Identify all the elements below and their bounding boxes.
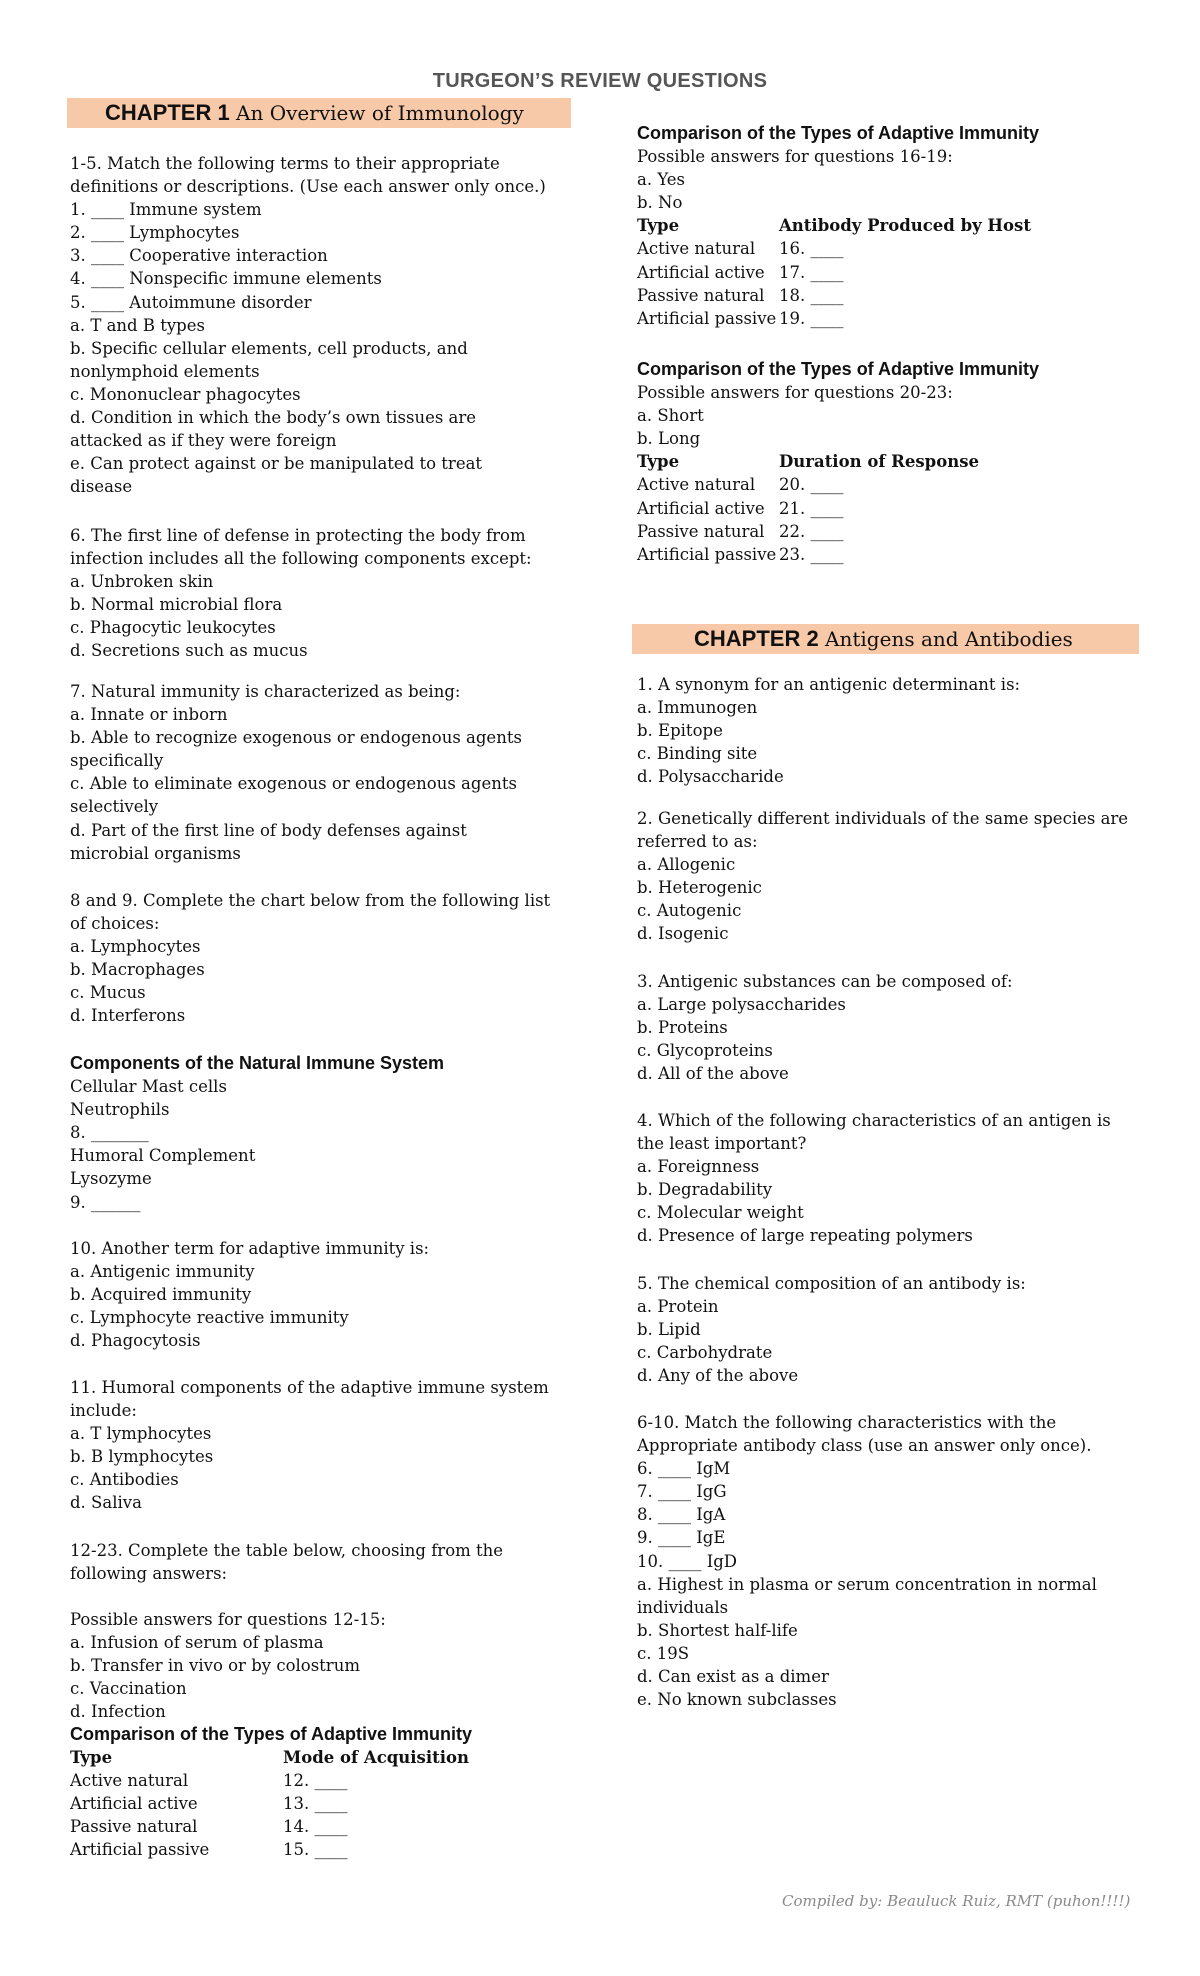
text-line: d. Phagocytosis bbox=[70, 1331, 201, 1351]
text-line: a. Immunogen bbox=[637, 698, 758, 718]
ch2-question-2 bbox=[637, 807, 1137, 946]
text-line: specifically bbox=[70, 751, 164, 771]
text-line: 2. ____ Lymphocytes bbox=[70, 223, 240, 243]
text-line: b. Degradability bbox=[637, 1180, 773, 1200]
text-line: b. Shortest half-life bbox=[637, 1620, 798, 1640]
text-line: d. Presence of large repeating polymers bbox=[637, 1226, 973, 1246]
text-line: 11. Humoral components of the adaptive immune system bbox=[70, 1378, 549, 1397]
text-line: 7. Natural immunity is characterized as being: bbox=[70, 682, 461, 701]
header-mode: Mode of Acquisition bbox=[283, 1748, 469, 1768]
cell-type: Artificial active bbox=[70, 1794, 198, 1814]
table-row bbox=[637, 284, 1137, 307]
chapter-2-number: CHAPTER 2 bbox=[694, 626, 819, 651]
table-row bbox=[70, 1838, 570, 1861]
table-intro bbox=[637, 145, 1137, 214]
text-line: 8. _______ bbox=[70, 1123, 149, 1143]
component-lines bbox=[70, 1075, 570, 1214]
text-line: 6-10. Match the following characteristics with the bbox=[637, 1413, 1057, 1432]
table-row bbox=[637, 237, 1137, 260]
mode-acquisition-table bbox=[70, 1723, 570, 1862]
text-line: c. Mononuclear phagocytes bbox=[70, 384, 301, 404]
table-row bbox=[637, 520, 1137, 543]
text-line: a. Innate or inborn bbox=[70, 705, 228, 725]
text-line: Humoral Complement bbox=[70, 1146, 256, 1166]
text-line: a. Highest in plasma or serum concentration in normal bbox=[637, 1574, 1097, 1594]
text-line: d. Infection bbox=[70, 1702, 166, 1722]
text-line: 1-5. Match the following terms to their appropriate bbox=[70, 154, 500, 173]
duration-response-table bbox=[637, 358, 1137, 566]
natural-immune-components bbox=[70, 1052, 570, 1214]
text-line: d. Interferons bbox=[70, 1006, 186, 1026]
text-line: 3. Antigenic substances can be composed of: bbox=[637, 972, 1013, 991]
text-line: c. 19S bbox=[637, 1643, 690, 1663]
text-line: 1. ____ Immune system bbox=[70, 200, 262, 220]
compiled-by-footer: Compiled by: Beauluck Ruiz, RMT (puhon!!!!) bbox=[782, 1892, 1131, 1910]
table-intro bbox=[637, 381, 1137, 450]
text-line: 5. ____ Autoimmune disorder bbox=[70, 292, 312, 312]
question-1-5 bbox=[70, 152, 570, 498]
text-line: 3. ____ Cooperative interaction bbox=[70, 246, 328, 266]
text-line: of choices: bbox=[70, 914, 160, 934]
text-line: following answers: bbox=[70, 1564, 228, 1584]
text-line: attacked as if they were foreign bbox=[70, 431, 337, 451]
text-line: disease bbox=[70, 477, 133, 497]
text-line: 5. The chemical composition of an antibody is: bbox=[637, 1274, 1026, 1293]
text-line: a. Large polysaccharides bbox=[637, 995, 846, 1015]
text-line: a. Foreignness bbox=[637, 1157, 760, 1177]
ch2-question-4 bbox=[637, 1109, 1137, 1248]
text-line: b. Epitope bbox=[637, 721, 723, 741]
cell-answer-blank: 20. ____ bbox=[779, 475, 844, 495]
cell-type: Artificial passive bbox=[70, 1840, 210, 1860]
text-line: 2. Genetically different individuals of the same species are bbox=[637, 809, 1129, 828]
text-line: d. Polysaccharide bbox=[637, 767, 784, 787]
text-line: d. Secretions such as mucus bbox=[70, 641, 308, 661]
text-line: d. Isogenic bbox=[637, 924, 729, 944]
text-line: d. Part of the first line of body defenses against bbox=[70, 820, 467, 840]
text-line: d. Saliva bbox=[70, 1493, 142, 1513]
text-line: c. Carbohydrate bbox=[637, 1343, 773, 1363]
table-row bbox=[637, 261, 1137, 284]
text-line: d. Any of the above bbox=[637, 1366, 799, 1386]
text-line: Possible answers for questions 16-19: bbox=[637, 147, 953, 167]
text-line: individuals bbox=[637, 1597, 729, 1617]
text-line: c. Autogenic bbox=[637, 901, 742, 921]
ch2-question-1 bbox=[637, 673, 1137, 788]
text-line: Neutrophils bbox=[70, 1100, 170, 1120]
cell-answer-blank: 13. ____ bbox=[283, 1794, 348, 1814]
cell-answer-blank: 18. ____ bbox=[779, 285, 844, 305]
cell-answer-blank: 21. ____ bbox=[779, 498, 844, 518]
cell-type: Artificial passive bbox=[637, 544, 777, 564]
text-line: include: bbox=[70, 1401, 137, 1421]
text-line: d. Can exist as a dimer bbox=[637, 1667, 829, 1687]
text-line: nonlymphoid elements bbox=[70, 361, 260, 381]
text-line: d. Condition in which the body’s own tissues are bbox=[70, 408, 477, 428]
cell-answer-blank: 22. ____ bbox=[779, 521, 844, 541]
text-line: b. Specific cellular elements, cell products, and bbox=[70, 338, 468, 358]
table-body bbox=[637, 237, 1137, 329]
text-line: c. Glycoproteins bbox=[637, 1041, 773, 1061]
cell-answer-blank: 14. ____ bbox=[283, 1817, 348, 1837]
text-line: c. Vaccination bbox=[70, 1679, 187, 1699]
text-line: selectively bbox=[70, 797, 159, 817]
text-line: b. Normal microbial flora bbox=[70, 595, 283, 615]
cell-type: Passive natural bbox=[637, 521, 765, 541]
text-line: a. Protein bbox=[637, 1297, 719, 1317]
text-line: 1. A synonym for an antigenic determinant is: bbox=[637, 675, 1021, 694]
cell-type: Artificial active bbox=[637, 498, 765, 518]
text-line: 4. Which of the following characteristics of an antigen is bbox=[637, 1111, 1111, 1130]
ch2-question-6-10 bbox=[637, 1411, 1137, 1711]
header-type: Type bbox=[637, 452, 680, 472]
text-line: infection includes all the following components except: bbox=[70, 549, 532, 569]
text-line: a. T lymphocytes bbox=[70, 1424, 212, 1444]
table-title: Comparison of the Types of Adaptive Immunity bbox=[70, 1724, 473, 1744]
text-line: b. Macrophages bbox=[70, 960, 205, 980]
header-antibody: Antibody Produced by Host bbox=[779, 216, 1031, 236]
text-line: b. B lymphocytes bbox=[70, 1447, 214, 1467]
text-line: c. Antibodies bbox=[70, 1470, 179, 1490]
text-line: a. Unbroken skin bbox=[70, 572, 214, 592]
text-line: c. Able to eliminate exogenous or endogenous agents bbox=[70, 774, 517, 794]
text-line: b. Lipid bbox=[637, 1320, 701, 1340]
text-line: Possible answers for questions 20-23: bbox=[637, 383, 953, 403]
text-line: a. Lymphocytes bbox=[70, 937, 201, 957]
text-line: b. Acquired immunity bbox=[70, 1285, 252, 1305]
question-8-9 bbox=[70, 889, 570, 1028]
question-11 bbox=[70, 1376, 570, 1515]
text-line: a. Infusion of serum of plasma bbox=[70, 1633, 324, 1653]
chapter-2-banner bbox=[632, 624, 1139, 654]
text-line: Appropriate antibody class (use an answer only once). bbox=[637, 1436, 1092, 1456]
cell-answer-blank: 19. ____ bbox=[779, 308, 844, 328]
cell-type: Artificial passive bbox=[637, 308, 777, 328]
text-line: 6. ____ IgM bbox=[637, 1459, 731, 1479]
text-line: Lysozyme bbox=[70, 1169, 152, 1189]
text-line: 4. ____ Nonspecific immune elements bbox=[70, 269, 382, 289]
question-12-23 bbox=[70, 1539, 570, 1585]
text-line: c. Phagocytic leukocytes bbox=[70, 618, 276, 638]
chapter-1-banner bbox=[67, 98, 571, 128]
cell-type: Active natural bbox=[637, 239, 756, 259]
text-line: b. No bbox=[637, 193, 683, 213]
text-line: c. Binding site bbox=[637, 744, 758, 764]
text-line: 9. ______ bbox=[70, 1192, 141, 1212]
cell-answer-blank: 17. ____ bbox=[779, 262, 844, 282]
cell-type: Active natural bbox=[637, 475, 756, 495]
text-line: Possible answers for questions 12-15: bbox=[70, 1610, 386, 1629]
section-title: Components of the Natural Immune System bbox=[70, 1053, 445, 1073]
table-body bbox=[637, 473, 1137, 565]
question-10 bbox=[70, 1237, 570, 1352]
page-header: TURGEON’S REVIEW QUESTIONS bbox=[432, 70, 768, 92]
cell-answer-blank: 16. ____ bbox=[779, 239, 844, 259]
table-body bbox=[70, 1769, 570, 1861]
chapter-1-title: An Overview of Immunology bbox=[236, 101, 524, 125]
text-line: e. No known subclasses bbox=[637, 1690, 837, 1710]
text-line: 10. ____ IgD bbox=[637, 1551, 738, 1571]
text-line: a. Short bbox=[637, 406, 704, 426]
text-line: definitions or descriptions. (Use each answer only once.) bbox=[70, 177, 546, 197]
text-line: b. Heterogenic bbox=[637, 878, 762, 898]
text-line: 6. The first line of defense in protecting the body from bbox=[70, 526, 526, 545]
text-line: Cellular Mast cells bbox=[70, 1077, 227, 1097]
text-line: b. Transfer in vivo or by colostrum bbox=[70, 1656, 360, 1676]
text-line: microbial organisms bbox=[70, 843, 241, 863]
table-row bbox=[637, 307, 1137, 330]
question-7 bbox=[70, 680, 570, 865]
table-header bbox=[637, 450, 1137, 473]
text-line: c. Lymphocyte reactive immunity bbox=[70, 1308, 349, 1328]
cell-type: Passive natural bbox=[637, 285, 765, 305]
header-type: Type bbox=[637, 216, 680, 236]
ch2-question-5 bbox=[637, 1272, 1137, 1387]
text-line: a. Antigenic immunity bbox=[70, 1262, 255, 1282]
chapter-2-title: Antigens and Antibodies bbox=[825, 627, 1073, 651]
text-line: b. Long bbox=[637, 429, 701, 449]
text-line: a. Yes bbox=[637, 170, 686, 190]
text-line: referred to as: bbox=[637, 832, 758, 852]
table-row bbox=[70, 1769, 570, 1792]
possible-answers-12-15 bbox=[70, 1608, 570, 1723]
table-row bbox=[70, 1792, 570, 1815]
text-line: the least important? bbox=[637, 1134, 807, 1154]
text-line: 9. ____ IgE bbox=[637, 1528, 726, 1548]
text-line: 12-23. Complete the table below, choosing from the bbox=[70, 1541, 504, 1560]
table-title: Comparison of the Types of Adaptive Immunity bbox=[637, 359, 1040, 379]
cell-type: Active natural bbox=[70, 1771, 189, 1791]
table-row bbox=[637, 543, 1137, 566]
header-duration: Duration of Response bbox=[779, 452, 979, 472]
cell-answer-blank: 23. ____ bbox=[779, 544, 844, 564]
text-line: 10. Another term for adaptive immunity is: bbox=[70, 1239, 430, 1258]
text-line: d. All of the above bbox=[637, 1064, 789, 1084]
cell-type: Passive natural bbox=[70, 1817, 198, 1837]
text-line: a. T and B types bbox=[70, 315, 205, 335]
text-line: b. Proteins bbox=[637, 1018, 728, 1038]
text-line: a. Allogenic bbox=[637, 855, 736, 875]
table-row bbox=[637, 497, 1137, 520]
table-header bbox=[637, 214, 1137, 237]
header-type: Type bbox=[70, 1748, 113, 1768]
ch2-question-3 bbox=[637, 970, 1137, 1085]
cell-answer-blank: 12. ____ bbox=[283, 1771, 348, 1791]
table-header bbox=[70, 1746, 570, 1769]
text-line: 8. ____ IgA bbox=[637, 1505, 726, 1525]
antibody-produced-table bbox=[637, 122, 1137, 330]
text-line: c. Molecular weight bbox=[637, 1203, 804, 1223]
text-line: 8 and 9. Complete the chart below from the following list bbox=[70, 891, 551, 910]
text-line: e. Can protect against or be manipulated to treat bbox=[70, 454, 483, 474]
text-line: c. Mucus bbox=[70, 983, 146, 1003]
text-line: b. Able to recognize exogenous or endogenous agents bbox=[70, 728, 522, 748]
cell-answer-blank: 15. ____ bbox=[283, 1840, 348, 1860]
table-row bbox=[637, 473, 1137, 496]
chapter-1-number: CHAPTER 1 bbox=[105, 100, 230, 125]
question-6 bbox=[70, 524, 570, 663]
cell-type: Artificial active bbox=[637, 262, 765, 282]
text-line: 7. ____ IgG bbox=[637, 1482, 727, 1502]
table-row bbox=[70, 1815, 570, 1838]
table-title: Comparison of the Types of Adaptive Immunity bbox=[637, 123, 1040, 143]
